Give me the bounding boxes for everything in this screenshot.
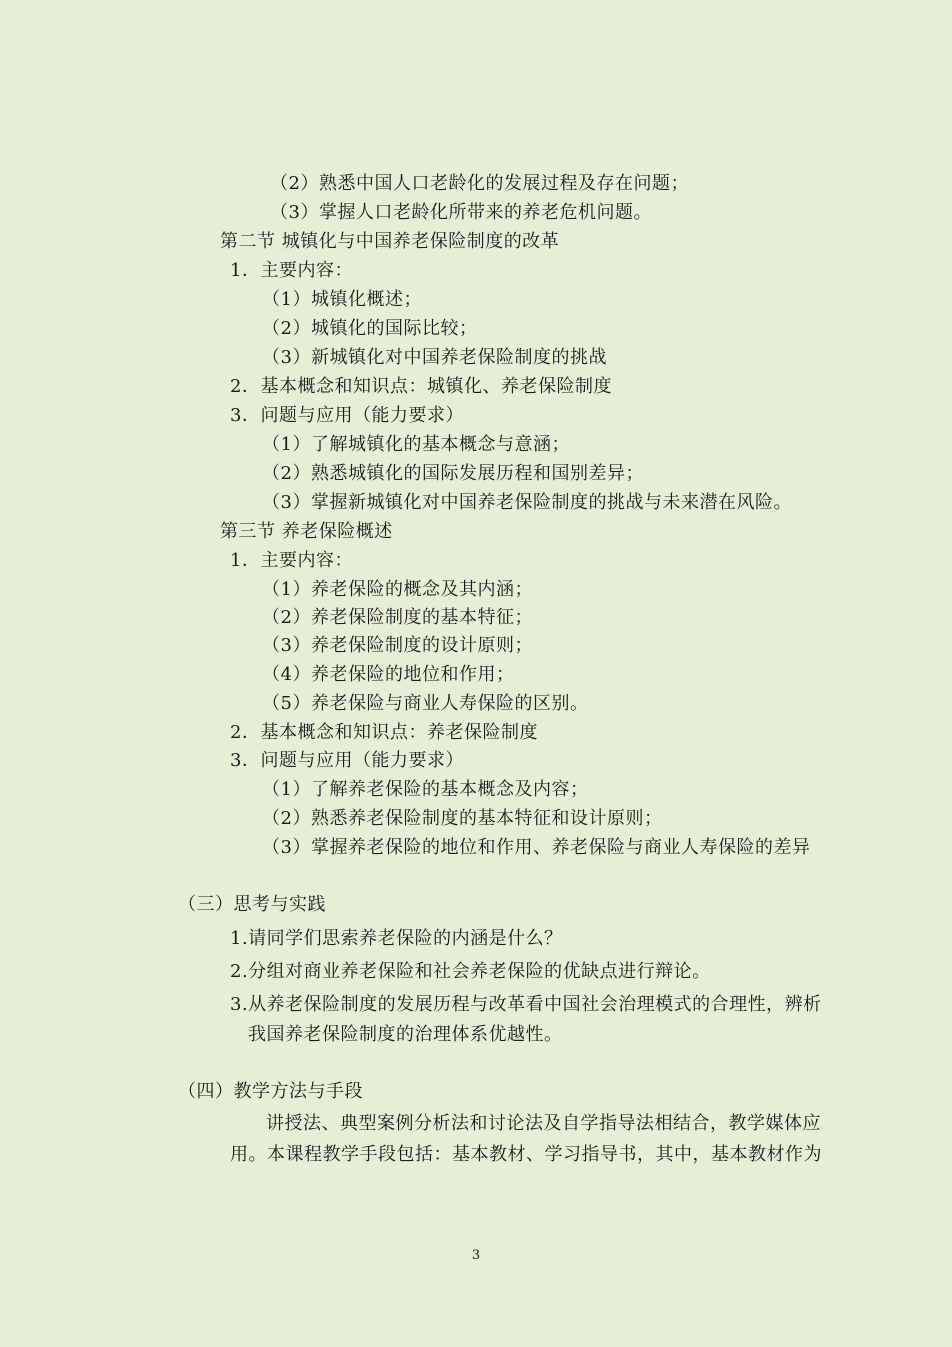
section-heading: 第三节 养老保险概述 bbox=[220, 521, 393, 542]
text-line: （3）掌握人口老龄化所带来的养老危机问题。 bbox=[270, 202, 652, 223]
text-line: （1）了解养老保险的基本概念及内容； bbox=[262, 779, 589, 800]
section-heading: 第二节 城镇化与中国养老保险制度的改革 bbox=[220, 231, 560, 252]
text-line: 1.请同学们思索养老保险的内涵是什么？ bbox=[230, 928, 563, 949]
text-line: （4）养老保险的地位和作用； bbox=[262, 664, 515, 685]
subsection-heading: （三）思考与实践 bbox=[178, 894, 326, 915]
text-line: （5）养老保险与商业人寿保险的区别。 bbox=[262, 693, 589, 714]
text-line: 1．主要内容： bbox=[230, 550, 353, 571]
text-line: （2）熟悉城镇化的国际发展历程和国别差异； bbox=[262, 463, 644, 484]
text-line: 2．基本概念和知识点：城镇化、养老保险制度 bbox=[230, 376, 612, 397]
text-line: 我国养老保险制度的治理体系优越性。 bbox=[248, 1024, 563, 1045]
text-line: （3）新城镇化对中国养老保险制度的挑战 bbox=[262, 347, 607, 368]
text-line: （1）养老保险的概念及其内涵； bbox=[262, 579, 533, 600]
page-number: 3 bbox=[471, 1248, 481, 1263]
text-line: （3）掌握养老保险的地位和作用、养老保险与商业人寿保险的差异 bbox=[262, 837, 811, 858]
text-line: （2）城镇化的国际比较； bbox=[262, 318, 478, 339]
paragraph-line: 讲授法、典型案例分析法和讨论法及自学指导法相结合，教学媒体应 bbox=[266, 1113, 821, 1134]
text-line: 3.从养老保险制度的发展历程与改革看中国社会治理模式的合理性，辨析 bbox=[230, 994, 822, 1015]
text-line: 2.分组对商业养老保险和社会养老保险的优缺点进行辩论。 bbox=[230, 961, 711, 982]
subsection-heading: （四）教学方法与手段 bbox=[178, 1081, 363, 1102]
paragraph-line: 用。本课程教学手段包括：基本教材、学习指导书，其中，基本教材作为 bbox=[230, 1144, 822, 1165]
text-line: （2）养老保险制度的基本特征； bbox=[262, 607, 533, 628]
text-line: （2）熟悉养老保险制度的基本特征和设计原则； bbox=[262, 808, 663, 829]
text-line: （3）养老保险制度的设计原则； bbox=[262, 635, 533, 656]
text-line: （1）了解城镇化的基本概念与意涵； bbox=[262, 434, 570, 455]
text-line: 3．问题与应用（能力要求） bbox=[230, 750, 464, 771]
text-line: 2．基本概念和知识点：养老保险制度 bbox=[230, 722, 538, 743]
text-line: （3）掌握新城镇化对中国养老保险制度的挑战与未来潜在风险。 bbox=[262, 492, 792, 513]
text-line: （1）城镇化概述； bbox=[262, 289, 422, 310]
text-line: 1．主要内容： bbox=[230, 260, 353, 281]
text-line: （2）熟悉中国人口老龄化的发展过程及存在问题； bbox=[270, 173, 689, 194]
text-line: 3．问题与应用（能力要求） bbox=[230, 405, 464, 426]
